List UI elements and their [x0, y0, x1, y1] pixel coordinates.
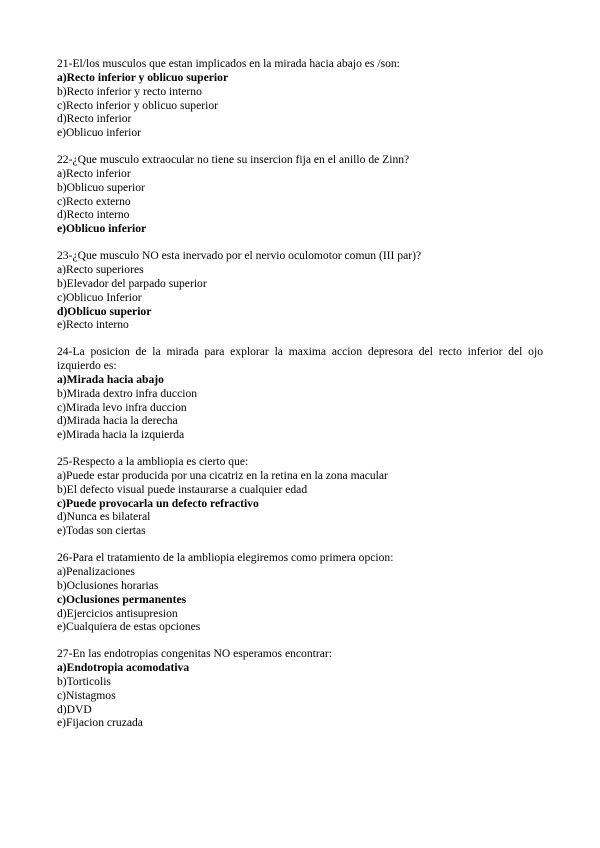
answer-option: a)Recto superiores: [57, 262, 144, 276]
answer-option: b)El defecto visual puede instaurarse a cualquier edad: [57, 482, 308, 496]
answer-option-correct: a)Recto inferior y oblicuo superior: [57, 70, 229, 84]
answer-option: d)Mirada hacia la derecha: [57, 414, 178, 428]
answer-option: e)Cualquiera de estas opciones: [57, 620, 201, 634]
question-block: [57, 551, 543, 634]
answer-option: c)Oblicuo Inferior: [57, 290, 142, 304]
question-text: 27-En las endotropias congenitas NO esperamos encontrar:: [57, 647, 332, 661]
answer-option: e)Fijacion cruzada: [57, 716, 143, 730]
answer-option: c)Nistagmos: [57, 688, 116, 702]
answer-option-correct: c)Puede provocarla un defecto refractivo: [57, 496, 259, 510]
question-text: 22-¿Que musculo extraocular no tiene su insercion fija en el anillo de Zinn?: [57, 153, 410, 167]
question-text: 21-El/los musculos que estan implicados en la mirada hacia abajo es /son:: [57, 57, 400, 70]
answer-option: b)Elevador del parpado superior: [57, 276, 207, 290]
answer-option: a)Puede estar producida por una cicatriz en la retina en la zona macular: [57, 468, 388, 482]
answer-option: e)Recto interno: [57, 318, 129, 332]
answer-option: d)DVD: [57, 702, 92, 716]
question-text: 26-Para el tratamiento de la ambliopia elegiremos como primera opcion:: [57, 551, 394, 565]
question-block: [57, 647, 543, 730]
answer-option: b)Torticolis: [57, 674, 111, 688]
answer-option: c)Recto externo: [57, 194, 131, 208]
answer-option: c)Mirada levo infra duccion: [57, 400, 187, 414]
question-block: [57, 455, 543, 538]
answer-option: d)Recto inferior: [57, 112, 132, 126]
answer-option-correct: c)Oclusiones permanentes: [57, 592, 187, 606]
answer-option: b)Mirada dextro infra duccion: [57, 386, 198, 400]
question-block: [57, 249, 543, 332]
answer-option-correct: a)Endotropia acomodativa: [57, 661, 190, 675]
answer-option: d)Nunca es bilateral: [57, 510, 151, 524]
question-block: [57, 153, 543, 236]
question-text: 24-La posicion de la mirada para explorar la maxima accion depresora del recto inferior del ojo izquierdo es:: [57, 345, 543, 373]
answer-option: c)Recto inferior y oblicuo superior: [57, 98, 218, 112]
answer-option: e)Todas son ciertas: [57, 524, 146, 538]
answer-option-correct: e)Oblicuo inferior: [57, 222, 147, 236]
question-block: [57, 345, 543, 442]
answer-option: b)Oclusiones horarias: [57, 578, 159, 592]
question-text: 23-¿Que musculo NO esta inervado por el nervio oculomotor comun (III par)?: [57, 249, 422, 263]
answer-option: d)Ejercicios antisupresion: [57, 606, 178, 620]
question-block: [57, 57, 543, 140]
answer-option: a)Recto inferior: [57, 166, 131, 180]
answer-option: b)Recto inferior y recto interno: [57, 84, 202, 98]
answer-option: e)Oblicuo inferior: [57, 126, 142, 140]
question-text: 25-Respecto a la ambliopia es cierto que:: [57, 455, 249, 469]
answer-option-correct: d)Oblicuo superior: [57, 304, 152, 318]
answer-option: d)Recto interno: [57, 208, 130, 222]
answer-option-correct: a)Mirada hacia abajo: [57, 372, 164, 386]
answer-option: e)Mirada hacia la izquierda: [57, 428, 185, 442]
answer-option: b)Oblicuo superior: [57, 180, 145, 194]
answer-option: a)Penalizaciones: [57, 565, 135, 578]
document-page: [57, 57, 543, 743]
